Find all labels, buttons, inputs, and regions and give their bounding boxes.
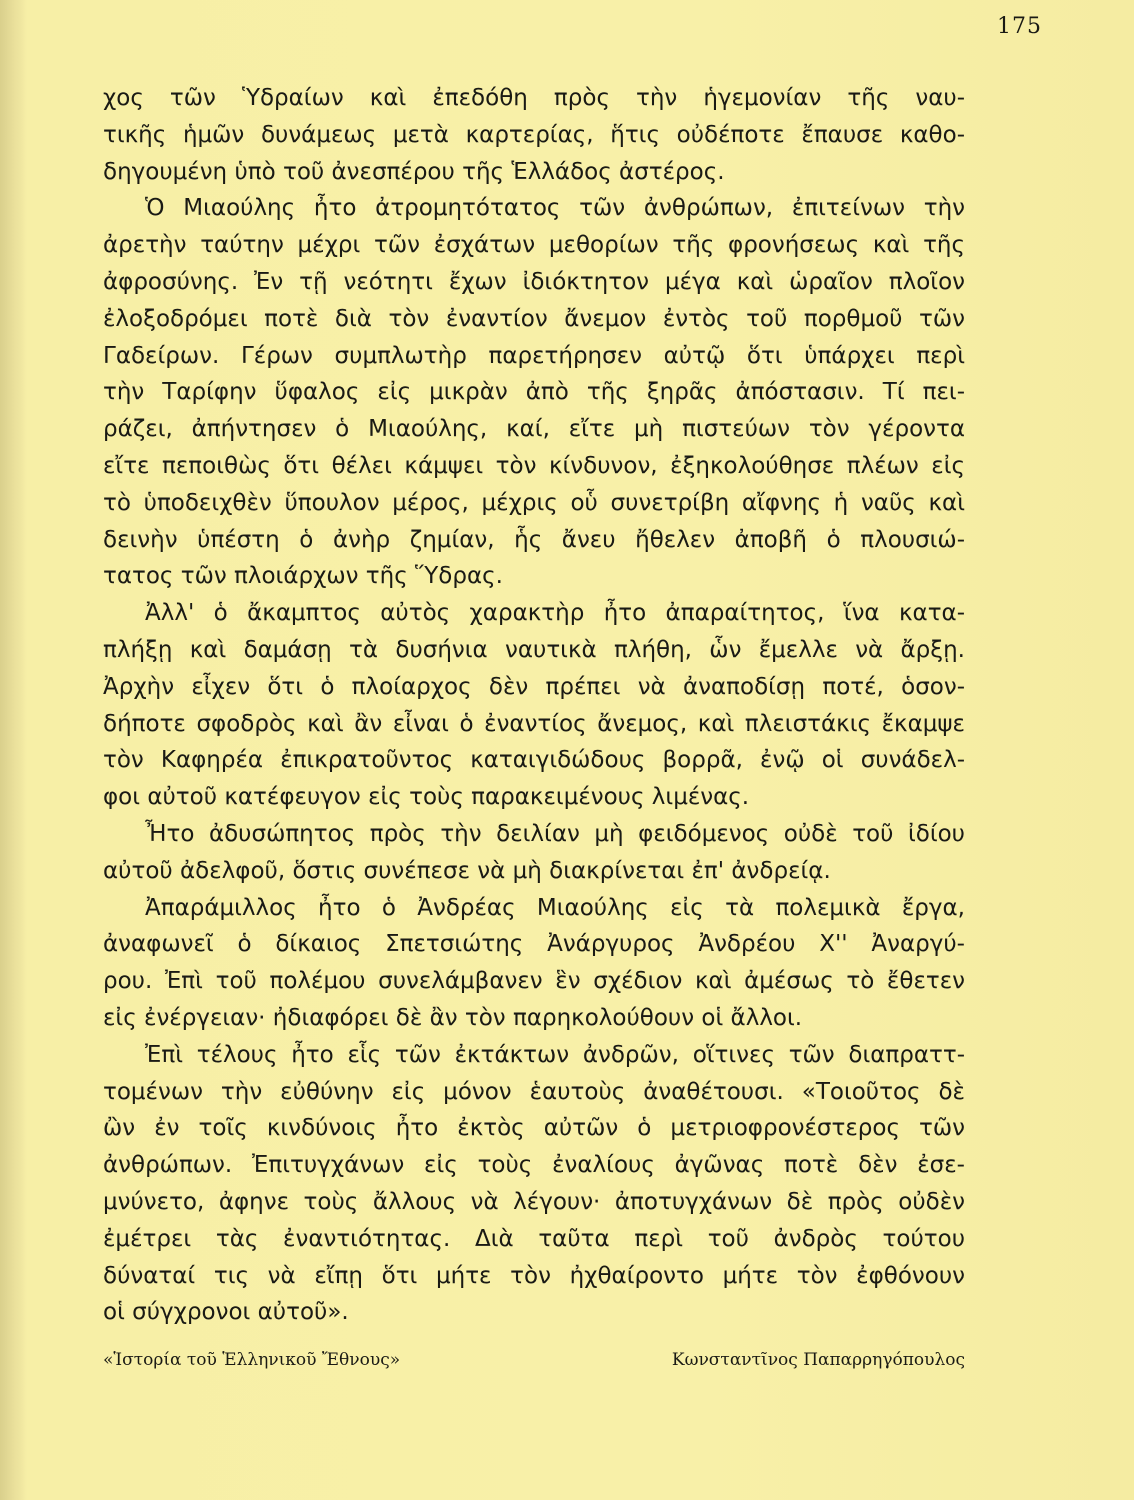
text-line: ὢν ἐν τοῖς κινδύνοις ἦτο ἐκτὸς αὐτῶν ὁ μετριοφρονέστερος τῶν — [103, 1115, 965, 1142]
text-line: δεινὴν ὑπέστη ὁ ἀνὴρ ζημίαν, ἧς ἄνευ ἤθελεν ἀποβῆ ὁ πλουσιώ- — [103, 526, 965, 553]
text-line: τατος τῶν πλοιάρχων τῆς Ὕδρας. — [103, 563, 503, 590]
citation-footer — [103, 1345, 965, 1375]
text-line: τὸν Καφηρέα ἐπικρατοῦντος καταιγιδώδους βορρᾶ, ἐνῷ οἱ συνάδελ- — [103, 747, 965, 774]
text-line: αὐτοῦ ἀδελφοῦ, ὅστις συνέπεσε νὰ μὴ διακρίνεται ἐπ' ἀνδρείᾳ. — [103, 857, 831, 884]
text-line: χος τῶν Ὑδραίων καὶ ἐπεδόθη πρὸς τὴν ἡγεμονίαν τῆς ναυ- — [103, 85, 965, 111]
text-line: δήποτε σφοδρὸς καὶ ἂν εἶναι ὁ ἐναντίος ἄνεμος, καὶ πλειστάκις ἔκαμψε — [103, 710, 965, 737]
text-line: πλήξῃ καὶ δαμάσῃ τὰ δυσήνια ναυτικὰ πλήθη, ὧν ἔμελλε νὰ ἄρξῃ. — [103, 636, 965, 663]
text-line: εἰς ἐνέργειαν· ἠδιαφόρει δὲ ἂν τὸν παρηκολούθουν οἱ ἄλλοι. — [103, 1004, 803, 1031]
text-line: ἀνθρώπων. Ἐπιτυγχάνων εἰς τοὺς ἐναλίους ἀγῶνας ποτὲ δὲν ἐσε- — [103, 1152, 965, 1179]
text-line: Ἀρχὴν εἶχεν ὅτι ὁ πλοίαρχος δὲν πρέπει νὰ ἀναποδίσῃ ποτέ, ὁσον- — [103, 673, 965, 700]
text-line: ἐμέτρει τὰς ἐναντιότητας. Διὰ ταῦτα περὶ τοῦ ἀνδρὸς τούτου — [103, 1225, 965, 1252]
text-line: μνύνετο, ἀφηνε τοὺς ἄλλους νὰ λέγουν· ἀποτυγχάνων δὲ πρὸς οὐδὲν — [103, 1188, 965, 1215]
text-line: Γαδείρων. Γέρων συμπλωτὴρ παρετήρησεν αὐτῷ ὅτι ὑπάρχει περὶ — [103, 342, 965, 369]
text-line: Ἀλλ' ὁ ἄκαμπτος αὐτὸς χαρακτὴρ ἦτο ἀπαραίτητος, ἵνα κατα- — [145, 600, 965, 627]
text-line: ράζει, ἀπήντησεν ὁ Μιαούλης, καί, εἴτε μὴ πιστεύων τὸν γέροντα — [103, 416, 965, 443]
text-line: τομένων τὴν εὐθύνην εἰς μόνον ἑαυτοὺς ἀναθέτουσι. «Τοιοῦτος δὲ — [103, 1078, 965, 1105]
text-line: Ἐπὶ τέλους ἦτο εἷς τῶν ἐκτάκτων ἀνδρῶν, οἵτινες τῶν διαπραττ- — [145, 1041, 965, 1068]
text-line: ἀφροσύνης. Ἐν τῇ νεότητι ἔχων ἰδιόκτητον μέγα καὶ ὡραῖον πλοῖον — [103, 268, 965, 295]
text-line: δηγουμένη ὑπὸ τοῦ ἀνεσπέρου τῆς Ἑλλάδος ἀστέρος. — [103, 158, 725, 185]
text-line: τὸ ὑποδειχθὲν ὕπουλον μέρος, μέχρις οὗ συνετρίβη αἴφνης ἡ ναῦς καὶ — [103, 489, 965, 516]
text-line: τικῆς ἡμῶν δυνάμεως μετὰ καρτερίας, ἥτις οὐδέποτε ἔπαυσε καθο- — [103, 121, 965, 148]
text-line: οἱ σύγχρονοι αὐτοῦ». — [103, 1299, 349, 1326]
body-text — [103, 80, 965, 1331]
text-line: δύναταί τις νὰ εἴπῃ ὅτι μήτε τὸν ἠχθαίροντο μήτε τὸν ἐφθόνουν — [103, 1262, 965, 1289]
text-line: ρου. Ἐπὶ τοῦ πολέμου συνελάμβανεν ἓν σχέδιον καὶ ἀμέσως τὸ ἔθετεν — [103, 968, 965, 995]
text-line: ἀναφωνεῖ ὁ δίκαιος Σπετσιώτης Ἀνάργυρος Ἀνδρέου Χ'' Ἀναργύ- — [103, 931, 965, 958]
text-line: Ὁ Μιαούλης ἦτο ἀτρομητότατος τῶν ἀνθρώπων, ἐπιτείνων τὴν — [145, 195, 965, 222]
text-line: τὴν Ταρίφην ὕφαλος εἰς μικρὰν ἀπὸ τῆς ξηρᾶς ἀπόστασιν. Τί πει- — [103, 379, 965, 406]
text-line: ἐλοξοδρόμει ποτὲ διὰ τὸν ἐναντίον ἄνεμον ἐντὸς τοῦ πορθμοῦ τῶν — [103, 305, 965, 332]
text-line: ἀρετὴν ταύτην μέχρι τῶν ἐσχάτων μεθορίων τῆς φρονήσεως καὶ τῆς — [103, 232, 965, 259]
author-name: Κωνσταντῖνος Παπαρρηγόπουλος — [671, 1350, 965, 1370]
text-line: Ἦτο ἀδυσώπητος πρὸς τὴν δειλίαν μὴ φειδόμενος οὐδὲ τοῦ ἰδίου — [145, 820, 965, 847]
text-line: εἴτε πεποιθὼς ὅτι θέλει κάμψει τὸν κίνδυνον, ἐξηκολούθησε πλέων εἰς — [103, 452, 965, 479]
text-line: φοι αὐτοῦ κατέφευγον εἰς τοὺς παρακειμένους λιμένας. — [103, 784, 750, 811]
page-binding-shadow — [0, 0, 26, 1500]
text-line: Ἀπαράμιλλος ἦτο ὁ Ἀνδρέας Μιαούλης εἰς τὰ πολεμικὰ ἔργα, — [145, 894, 965, 921]
source-title: «Ἱστορία τοῦ Ἑλληνικοῦ Ἔθνους» — [103, 1350, 401, 1370]
page-number: 175 — [997, 14, 1042, 39]
